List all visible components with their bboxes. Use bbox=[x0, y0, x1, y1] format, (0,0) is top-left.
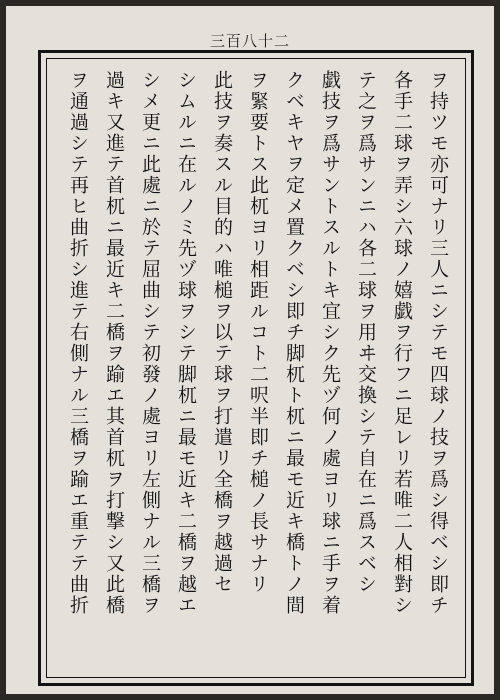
text-column-2: 各手二球ヲ弄シ六球ノ嬉戯ヲ行フニ足レリ若唯二人相對シ bbox=[391, 70, 413, 616]
text-column-3: テ之ヲ爲サンニハ各二球ヲ用ヰ交換シテ自在ニ爲スベシ bbox=[355, 70, 377, 595]
text-column-9: シメ更ニ此處ニ於テ屈曲シテ初發ノ處ヨリ左側ナル三橋ヲ bbox=[139, 70, 161, 616]
text-column-6: ヲ緊要トス此杌ヨリ相距ルコト二呎半即チ槌ノ長サナリ bbox=[247, 70, 269, 595]
text-column-11: ヲ通過シテ再ヒ曲折シ進テ右側ナル三橋ヲ踰エ重テテ曲折 bbox=[67, 70, 89, 616]
text-column-8: シムルニ在ルノミ先ヅ球ヲシテ脚杌ニ最モ近キ二橋ヲ越エ bbox=[175, 70, 197, 616]
text-column-1: ヲ持ツモ亦可ナリ三人ニシテモ四球ノ技ヲ爲シ得ベシ即チ bbox=[427, 70, 449, 616]
page-number: 三百八十二 bbox=[209, 32, 290, 50]
text-column-4: 戯技ヲ爲サントスルトキ宜シク先ヅ何ノ處ヨリ球ニ手ヲ着 bbox=[319, 70, 341, 616]
text-column-5: クベキヤヲ定メ置クベシ即チ脚杌ト杌ニ最モ近キ橋トノ間 bbox=[283, 70, 305, 616]
book-page bbox=[6, 6, 494, 694]
text-column-10: 過キ又進テ首杌ニ最近キ二橋ヲ踰エ其首杌ヲ打撃シ又此橋 bbox=[103, 70, 125, 616]
text-column-7: 此技ヲ奏スル目的ハ唯槌ヲ以テ球ヲ打遣リ全橋ヲ越過セ bbox=[211, 70, 233, 595]
